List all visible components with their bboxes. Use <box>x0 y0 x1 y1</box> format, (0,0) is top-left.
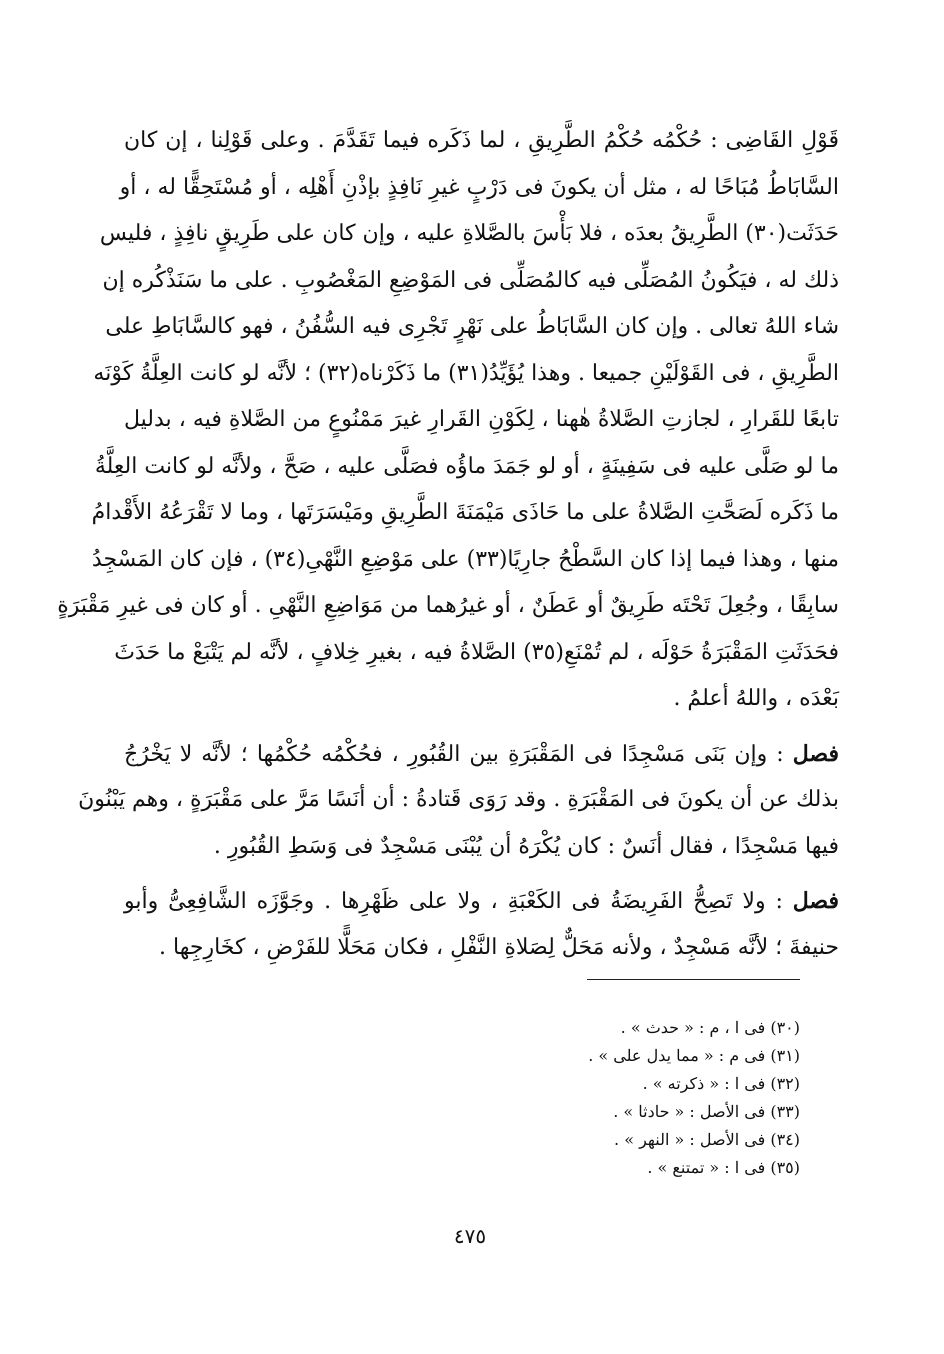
paragraph-spacer <box>124 870 839 878</box>
footnote: (٣٤) فى الأصل : « النهر » . <box>614 1130 800 1149</box>
footnote: (٣٣) فى الأصل : « حادثا » . <box>613 1102 800 1121</box>
text-line: ما لو صَلَّى عليه فى سَفِينَةٍ ، أو لو جَمَدَ ماؤُه فصَلَّى عليه ، صَحَّ ، ولأنَّه لو كانت العِلَّةُ <box>94 453 839 479</box>
section-heading: فصل <box>792 888 839 914</box>
text-run: : وإن بَنَى مَسْجِدًا فى المَقْبَرَةِ بين القُبُورِ ، فحُكْمُه حُكْمُها ؛ لأنَّه لا يَخْرُجُ <box>124 741 784 767</box>
text-line: بذلك عن أن يكونَ فى المَقْبَرَةِ . وقد رَوَى قَتادةُ : أن أنَسًا مَرَّ على مَقْبَرَةٍ ، وهم يَبْنُونَ <box>78 787 839 812</box>
text-line: حنيفةَ ؛ لأنَّه مَسْجِدٌ ، ولأنه مَحَلٌّ لِصَلاةِ النَّفْلِ ، فكان مَحَلًّا للفَرْضِ ، كخَارِجِها . <box>159 934 839 960</box>
text-line: السَّابَاطُ مُبَاحًا له ، مثل أن يكونَ فى دَرْبٍ غيرِ نَافِذٍ بإذْنِ أَهْلِه ، أو مُسْتَحِقًّا له ، أو <box>119 174 839 200</box>
footnote: (٣٠) فى ا ، م : « حدث » . <box>620 1018 800 1037</box>
text-line: حَدَثَت(٣٠) الطَّرِيقُ بعدَه ، فلا بَأْسَ بالصَّلاةِ عليه ، وإن كان على طَرِيقٍ نافِذٍ ، فليس <box>99 221 839 246</box>
text-line <box>124 878 839 925</box>
footnote: (٣٢) فى ا : « ذكرته » . <box>642 1074 800 1093</box>
paragraph-spacer <box>124 723 839 731</box>
text-line: شاء اللهُ تعالى . وإن كان السَّابَاطُ على نَهْرٍ تَجْرِى فيه السُّفُنُ ، فهو كالسَّابَاطِ على <box>105 314 839 339</box>
main-text-block <box>57 118 839 971</box>
text-line: بَعْدَه ، واللهُ أعلمُ . <box>673 686 839 711</box>
text-line: منها ، وهذا فيما إذا كان السَّطْحُ جارِيًا(٣٣) على مَوْضِعِ النَّهْىِ(٣٤) ، فإن كان المَسْجِدُ <box>91 546 839 572</box>
section-heading: فصل <box>792 740 839 767</box>
text-line: سابِقًا ، وجُعِلَ تَحْتَه طَرِيقٌ أو عَطَنٌ ، أو غيرُهما من مَوَاضِعِ النَّهْىِ . أو كان فى غيرِ مَقْبَرَةٍ <box>57 593 839 618</box>
text-line: ما ذَكَره لَصَحَّتِ الصَّلاةُ على ما حَاذَى مَيْمَنَةَ الطَّرِيقِ ومَيْسَرَتَها ، وما لا تَقْرَعُهُ الأَقْدامُ <box>91 500 839 525</box>
footnote: (٣٥) فى ا : « تمتنع » . <box>647 1158 800 1177</box>
text-line: ذلك له ، فيَكُونُ المُصَلِّى فيه كالمُصَلِّى فى المَوْضِعِ المَغْصُوبِ . على ما سَنَذْكُره إن <box>102 267 839 293</box>
footnote: (٣١) فى م : « مما يدل على » . <box>588 1046 800 1065</box>
footnotes <box>560 1014 800 1182</box>
text-line: فيها مَسْجِدًا ، فقال أنَسٌ : كان يُكْرَهُ أن يُبْنَى مَسْجِدٌ فى وَسَطِ القُبُورِ . <box>213 833 839 859</box>
paragraph-1 <box>57 118 839 723</box>
text-line <box>124 731 839 778</box>
page-number: ٤٧٥ <box>453 1224 487 1248</box>
text-line: تابعًا للقَرارِ ، لجازتِ الصَّلاةُ هٰهنا ، لِكَوْنِ القَرارِ غيرَ مَمْنُوعٍ من الصَّلاةِ فيه ، بدليل <box>124 407 839 432</box>
footnote-separator <box>587 979 800 980</box>
text-line: قَوْلِ القَاضِى : حُكْمُه حُكْمُ الطَّرِيقِ ، لما ذَكَره فيما تَقَدَّمَ . وعلى قَوْلِنا ، إن كان <box>124 128 839 153</box>
text-line: الطَّرِيقِ ، فى القَوْلَيْنِ جميعا . وهذا يُؤَيِّدُ(٣١) ما ذَكَرْناه(٣٢) ؛ لأنَّه لو كانت العِلَّةُ كَوْنَه <box>93 360 839 386</box>
paragraph-3 <box>124 878 839 971</box>
text-line: فحَدَثَتِ المَقْبَرَةُ حَوْلَه ، لم تُمْنَعِ(٣٥) الصَّلاةُ فيه ، بغيرِ خِلافٍ ، لأنَّه لم يَتْبَعْ ما حَدَثَ <box>114 639 839 665</box>
paragraph-2 <box>78 731 839 871</box>
text-run: : ولا تَصِحُّ الفَرِيضَةُ فى الكَعْبَةِ ، ولا على ظَهْرِها . وجَوَّزَه الشَّافِعِىُّ وأبو <box>124 889 783 914</box>
